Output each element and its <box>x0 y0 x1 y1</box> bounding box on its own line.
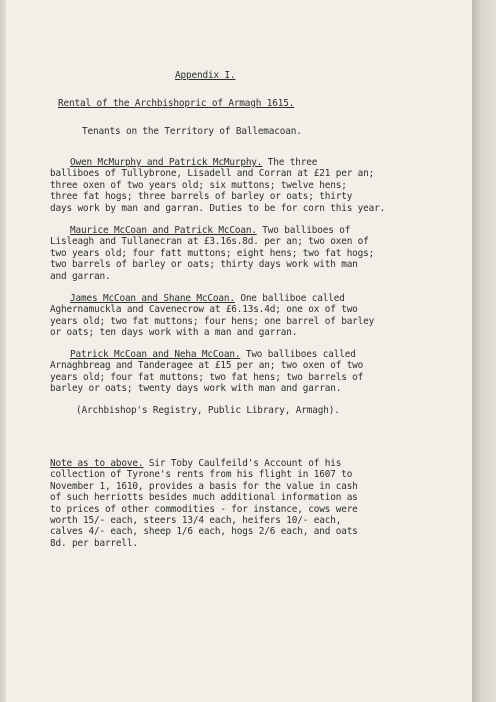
note-label: Note as to above. <box>50 458 144 469</box>
entry-line: three oxen of two years old; six muttons; twelve hens; <box>50 179 347 191</box>
entry-text: Two balliboes of <box>256 225 351 236</box>
source-citation: (Archbishop's Registry, Public Library, Armagh). <box>76 405 340 416</box>
note-line: of such herriotts besides much additional information as <box>50 492 358 504</box>
entry-text: One balliboe called <box>234 293 345 304</box>
note-line: November 1, 1610, provides a basis for the value in cash <box>50 480 358 492</box>
entry-line: years old; two fat muttons; four hens; one barrel of barley <box>50 315 375 327</box>
entry-line: ballibоes of Tullybrone, Lisadell and Corran at £21 per an; <box>50 168 375 180</box>
entry-line: or oats; ten days work with a man and garran. <box>50 327 298 339</box>
entry-line: Arnaghbreag and Tanderagee at £15 per an; two oxen of two <box>50 360 364 372</box>
entry-line: years old; four fat muttons; two fat hens; two barrels of <box>50 371 364 383</box>
tenant-entry <box>50 293 374 339</box>
tenant-names: James McCoan and Shane McCoan. <box>70 293 235 304</box>
entry-line: and garran. <box>50 270 111 282</box>
entry-text: Two balliboes called <box>240 349 356 360</box>
entry-line: two barrels of barley or oats; thirty days work with man <box>50 259 358 271</box>
appendix-heading: Appendix I. <box>175 70 236 81</box>
note-text: Sir Toby Caulfeild's Account of his <box>143 458 342 469</box>
entry-text: The three <box>262 157 318 168</box>
territory-line: Tenants on the Territory of Ballemacoan. <box>82 126 302 137</box>
page-right-shadow <box>472 0 496 702</box>
note-line: collection of Tyrone's rents from his flight in 1607 to <box>50 469 353 481</box>
entry-line: barley or oats; twenty days work with man and garran. <box>50 383 342 395</box>
entry-line: Aghernamuckla and Cavenecrow at £6.13s.4d; one ox of two <box>50 304 358 316</box>
entry-line: three fat hogs; three barrels of barley or oats; thirty <box>50 191 353 203</box>
note-paragraph <box>50 458 358 549</box>
tenant-names: Owen McMurphy and Patrick McMurphy. <box>70 157 263 168</box>
tenant-entry <box>50 225 374 282</box>
note-line: calves 4/- each, sheep 1/6 each, hogs 2/6 each, and oats <box>50 526 358 538</box>
rental-title: Rental of the Archbishopric of Armagh 1615. <box>58 98 295 109</box>
tenant-entry <box>50 157 385 214</box>
note-line: worth 15/- each, steers 13/4 each, heifers 10/- each, <box>50 514 342 526</box>
note-line: to prices of other commodities - for instance, cows were <box>50 503 358 515</box>
tenant-entry <box>50 349 363 395</box>
entry-line: days work by man and garran. Duties to be for corn this year. <box>50 202 386 214</box>
tenant-names: Maurice McCoan and Patrick McCoan. <box>70 225 257 236</box>
tenant-names: Patrick McCoan and Neha McCoan. <box>70 349 241 360</box>
entry-line: two years old; four fatt muttons; eight hens; two fat hogs; <box>50 247 375 259</box>
note-line: 8d. per barrell. <box>50 537 138 549</box>
entry-line: Lisleagh and Tullanecran at £3.16s.8d. per an; two oxen of <box>50 236 369 248</box>
